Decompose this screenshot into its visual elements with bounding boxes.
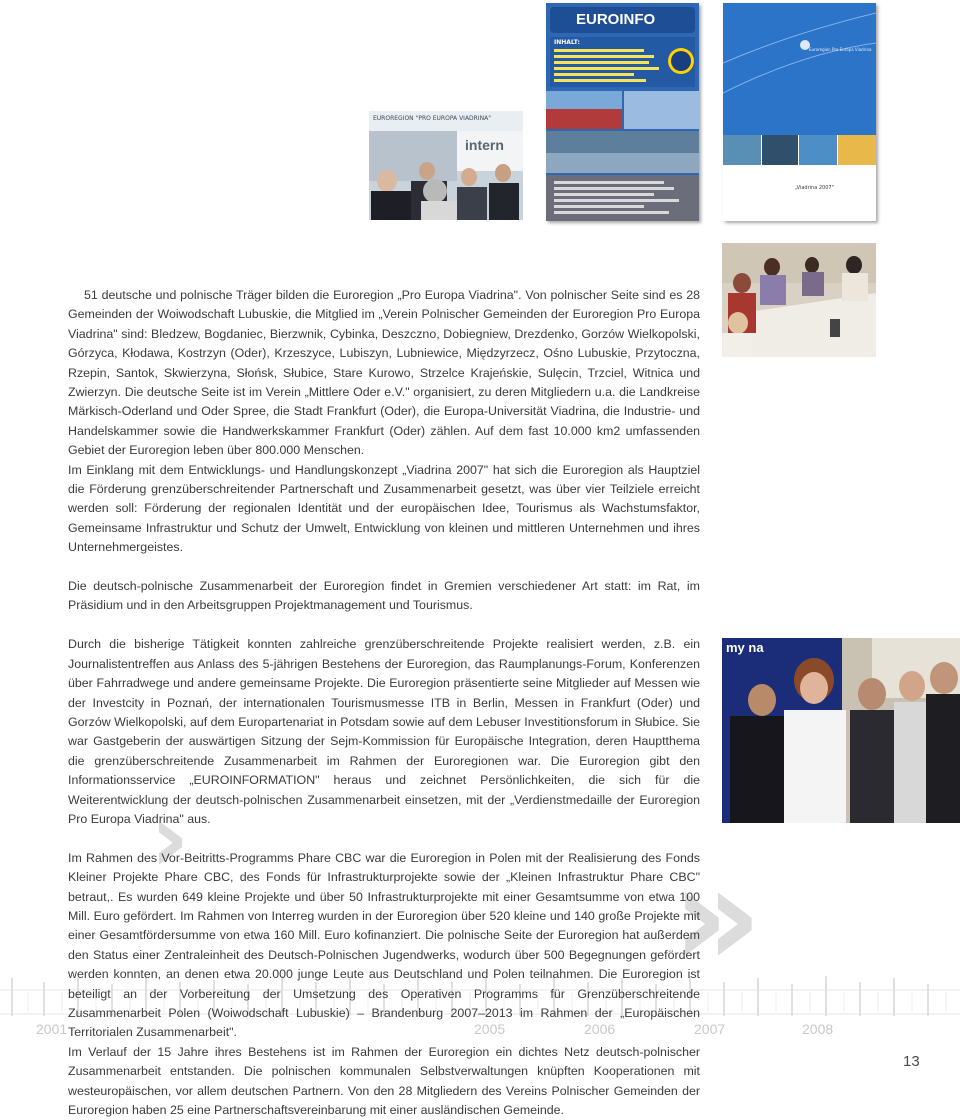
euroinfo-badge: INHALT:: [554, 39, 580, 46]
timeline-year: 2006: [584, 1021, 616, 1037]
body-paragraph: Im Verlauf der 15 Jahre ihres Bestehens ist im Rahmen der Euroregion ein dichtes Netz deutsch-polnischer Zusammenarbeit entstanden. Die polnischen kommunalen Selbstverwaltungen knüpften Kooperationen mit westeuropäischen, vor allem deutschen Partnern. Von den 28 Mitgliedern des Vereins Polnischer Gemeinden der Euroregion haben 25 eine Partnerschaftsvereinbarung mit einer ausländischen Gemeinde.: [68, 1044, 700, 1118]
chevron-watermark-left: ›: [150, 782, 190, 894]
timeline-year: 2001: [36, 1021, 68, 1037]
body-paragraph: 51 deutsche und polnische Träger bilden die Euroregion „Pro Europa Viadrina". Von polnischer Seite sind es 28 Gemeinden der Woiwodschaft Lubuskie, die Mitglied im „Verein Polnischer Gemeinden der Euroregion Pro Europa Viadrina" sind: Bledzew, Bogdaniec, Bierzwnik, Cybinka, Deszczno, Dobiegniew, Drezdenko, Gorzów Wielkopolski, Górzyca, Kłodawa, Kostrzyn (Oder), Krzeszyce, Lubiszyn, Lubniewice, Międzyrzecz, Ośno Lubuskie, Przytoczna, Rzepin, Santok, Skwierzyna, Słońsk, Słubice, Stare Kurowo, Strzelce Krajeńskie, Sulęcin, Trzciel, Witnica und Zwierzyn. Die deutsche Seite ist im Verein „Mittlere Oder e.V." organisiert, zu deren Mitgliedern u.a. die Landkreise Märkisch-Oderland und Oder Spree, die Stadt Frankfurt (Oder), die Europa-Universität Viadrina, die Industrie- und Handelskammer sowie die Handwerkskammer Frankfurt (Oder) zählen. Auf dem fast 10.000 km2 umfassenden Gebiet der Euroregion leben über 800.000 Menschen.: [68, 288, 700, 458]
body-paragraph: Im Rahmen des Vor-Beitritts-Programms Phare CBC war die Euroregion in Polen mit der Realisierung des Fonds Kleiner Projekte Phare CBC, des Fonds für Infrastrukturprojekte sowie der „Kleinen Infrastruktur Phare CBC" betraut,. Es wurden 649 kleine Projekte und über 50 Infrastrukturprojekte mit einer Gesamtsumme von etwa 100 Mill. Euro gefördert. Im Rahmen von Interreg wurden in der Euroregion über 520 kleine und 140 große Projekte mit einer Gesamtfördersumme von etwa 160 Mill. Euro kofinanziert. Die polnische Seite der Euroregion hat außerdem den Status einer Zentraleinheit des Deutsch-Polnischen Jugendwerks, wodurch über 500 Begegnungen gefördert werden konnten, an denen etwa 20.000 junge Leute aus Deutschland und Polen teilnahmen. Die Euroregion ist beteiligt an der Vorbereitung der Umsetzung des Operativen Programms für Grenzüberschreitende Zusammenarbeit Polen (Woiwodschaft Lubuskie) – Brandenburg 2007–2013 im Rahmen der „Europäischen Territorialen Zusammenarbeit".: [68, 850, 700, 1040]
timeline-year: 2008: [802, 1021, 834, 1037]
timeline-year: 2005: [474, 1021, 506, 1037]
euroinfo-logo: EUROINFO: [576, 11, 656, 28]
viadrina-caption-2: „Viadrina 2007": [795, 185, 834, 191]
meeting-photo: [722, 243, 876, 357]
page-number: 13: [903, 1053, 920, 1070]
body-text-block-1: [68, 286, 700, 1120]
viadrina-brochure: [723, 3, 876, 221]
fair-sign: my na: [726, 640, 764, 655]
booth-sign: intern: [465, 137, 504, 153]
booth-photo: [369, 111, 523, 220]
euroinfo-brochure: [546, 3, 699, 221]
booth-banner: EUROREGION "PRO EUROPA VIADRINA": [373, 115, 491, 122]
body-paragraph: Die deutsch-polnische Zusammenarbeit der Euroregion findet in Gremien verschiedener Art statt: im Rat, im Präsidium und in den Arbeitsgruppen Projektmanagement und Tourismus.: [68, 579, 700, 613]
body-paragraph: Im Einklang mit dem Entwicklungs- und Handlungskonzept „Viadrina 2007" hat sich die Euroregion als Hauptziel die Förderung grenzüberschreitender Partnerschaft und Zusammenarbeit gesetzt, was über vier Teilziele erreicht werden soll: Förderung der regionalen Identität und der europäischen Idee, Tourismus als Wachstumsfaktor, Gemeinsame Infrastruktur und Schutz der Umwelt, Entwicklung von kleinen und mittleren Unternehmen und ihres Unternehmergeistes.: [68, 462, 700, 555]
body-paragraph: Durch die bisherige Tätigkeit konnten zahlreiche grenzüberschreitende Projekte realisiert werden, z.B. ein Journalistentreffen aus Anlass des 5-jährigen Bestehens der Euroregion, das Raumplanungs-Forum, Konferenzen über Fahrradwege und andere gemeinsame Projekte. Die Euroregion präsentierte seine Mitglieder auf Messen wie der Investcity in Poznań, der internationalen Tourismusmesse ITB in Berlin, Messen in Frankfurt (Oder) und Gorzów Wielkopolski, auf dem Europartenariat in Potsdam sowie auf dem Lebuser Investitionsforum in Słubice. Sie war Gastgeberin der auswärtigen Sitzung der Sejm-Kommission für Europäische Integration, deren Hauptthema die grenzüberschreitende Zusammenarbeit im Rahmen der Euroregionen war. Die Euroregion gibt den Informationsservice „EUROINFORMATION" heraus und zeichnet Persönlichkeiten, die sich für die Weiterentwicklung der deutsch-polnischen Zusammenarbeit einsetzen, mit der „Verdienstmedaille der Euroregion Pro Europa Viadrina" aus.: [68, 637, 700, 826]
fair-people-photo: [722, 638, 960, 823]
chevron-watermark-right: »: [672, 836, 763, 999]
timeline-year: 2007: [694, 1021, 726, 1037]
viadrina-caption-1: Euroregion Pro Europa Viadrina: [809, 47, 872, 52]
